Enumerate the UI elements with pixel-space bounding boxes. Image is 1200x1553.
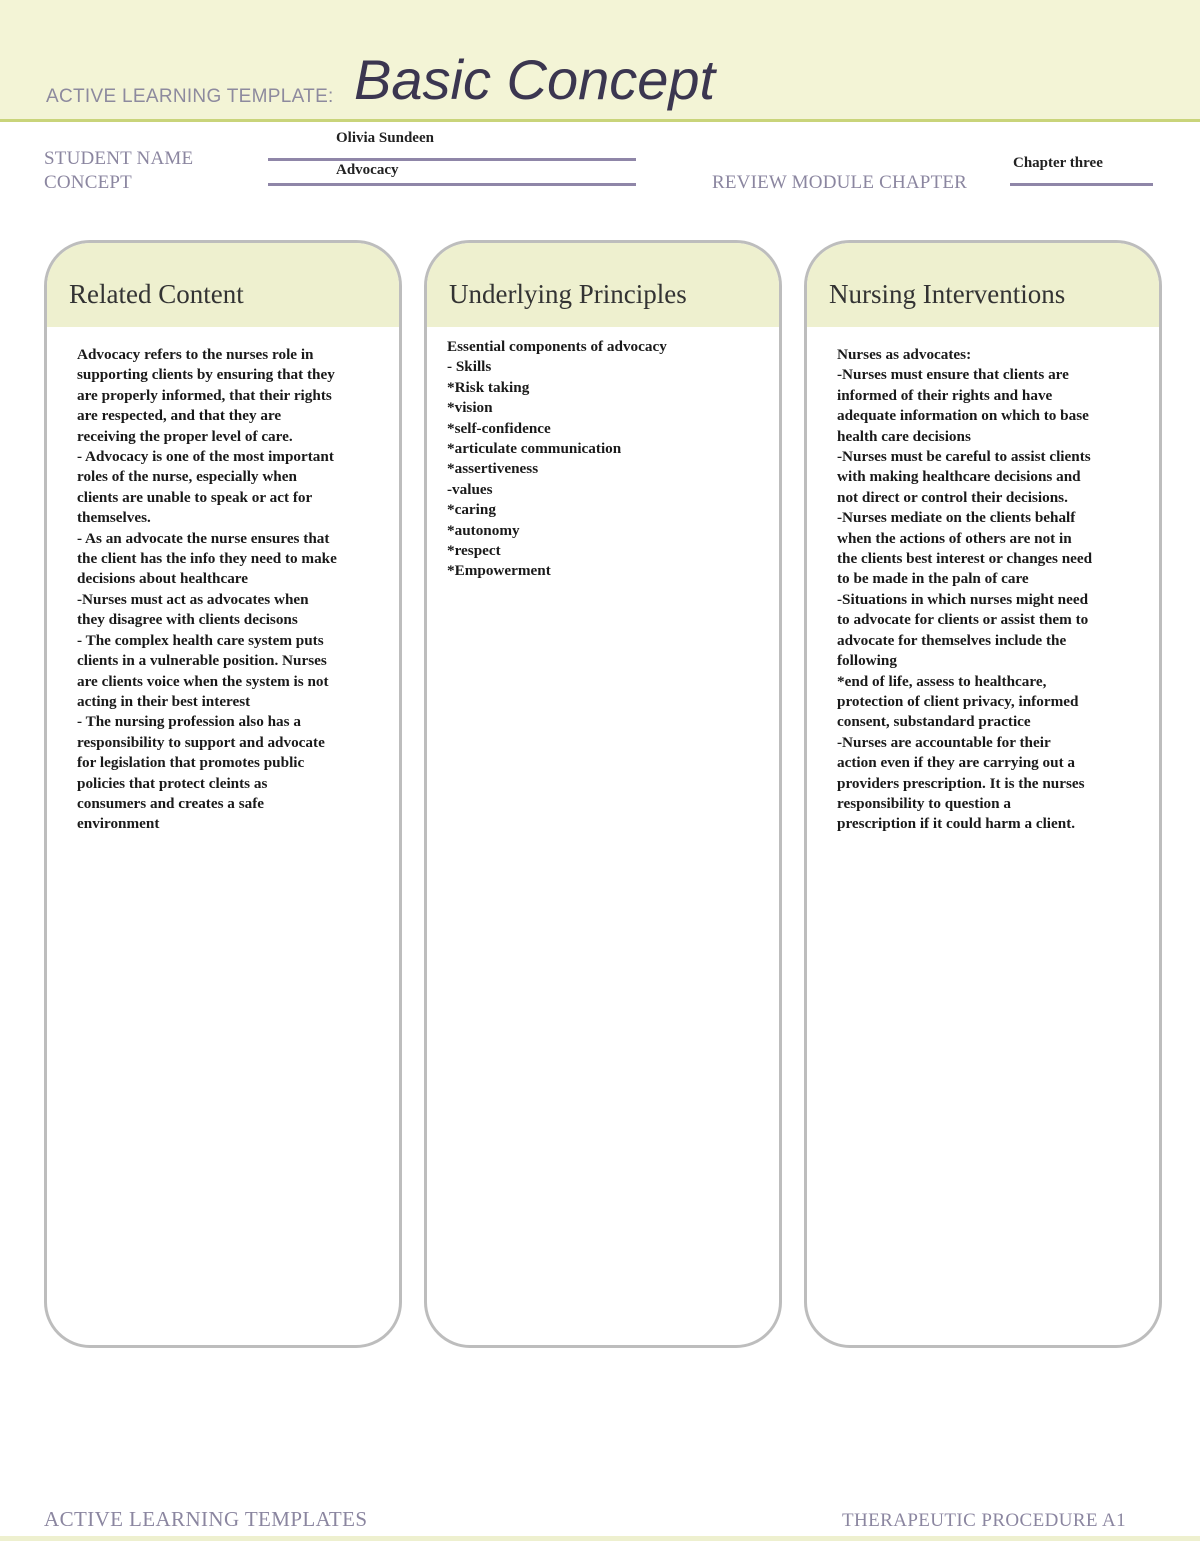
review-module-value: Chapter three bbox=[1013, 155, 1103, 171]
interventions-line: to be made in the paln of care bbox=[837, 570, 1029, 588]
header-band bbox=[0, 0, 1200, 122]
underlying-principles-title: Underlying Principles bbox=[427, 243, 779, 327]
concept-label: CONCEPT bbox=[44, 172, 132, 193]
principles-line: *Empowerment bbox=[447, 562, 551, 580]
related-content-card bbox=[44, 240, 402, 1348]
underlying-principles-body bbox=[427, 327, 779, 582]
principles-line: *respect bbox=[447, 542, 501, 560]
related-line: are clients voice when the system is not bbox=[77, 672, 329, 690]
nursing-interventions-body bbox=[807, 327, 1159, 835]
interventions-line: informed of their rights and have bbox=[837, 386, 1053, 404]
related-line: themselves. bbox=[77, 509, 151, 527]
related-line: acting in their best interest bbox=[77, 692, 251, 710]
template-prefix: ACTIVE LEARNING TEMPLATE: bbox=[46, 86, 334, 107]
interventions-line: -Nurses must ensure that clients are bbox=[837, 366, 1069, 384]
interventions-line: Nurses as advocates: bbox=[837, 346, 972, 363]
related-content-title: Related Content bbox=[47, 243, 399, 327]
interventions-line: when the actions of others are not in bbox=[837, 529, 1072, 547]
interventions-line: responsibility to question a bbox=[837, 794, 1011, 812]
interventions-line: health care decisions bbox=[837, 427, 971, 445]
template-title: Basic Concept bbox=[354, 48, 716, 111]
related-line: - Advocacy is one of the most important bbox=[77, 448, 334, 466]
interventions-line: consent, substandard practice bbox=[837, 713, 1031, 731]
interventions-line: -Nurses mediate on the clients behalf bbox=[837, 509, 1076, 527]
nursing-interventions-title: Nursing Interventions bbox=[807, 243, 1159, 327]
interventions-line: following bbox=[837, 652, 897, 670]
related-line: are properly informed, that their rights bbox=[77, 386, 332, 404]
related-line: clients are unable to speak or act for bbox=[77, 488, 313, 506]
footer-right-label: THERAPEUTIC PROCEDURE A1 bbox=[842, 1510, 1127, 1531]
student-name-label: STUDENT NAME bbox=[44, 148, 194, 169]
related-line: they disagree with clients decisons bbox=[77, 611, 298, 629]
related-line: supporting clients by ensuring that they bbox=[77, 366, 335, 384]
interventions-line: protection of client privacy, informed bbox=[837, 692, 1079, 710]
related-line: environment bbox=[77, 815, 160, 833]
principles-line: *self-confidence bbox=[447, 419, 551, 437]
review-module-label: REVIEW MODULE CHAPTER bbox=[712, 172, 968, 193]
review-module-field[interactable] bbox=[1010, 183, 1153, 186]
principles-line: *vision bbox=[447, 399, 493, 417]
interventions-line: -Situations in which nurses might need bbox=[837, 590, 1089, 608]
related-line: are respected, and that they are bbox=[77, 407, 282, 425]
interventions-line: to advocate for clients or assist them to bbox=[837, 611, 1089, 629]
principles-line: *assertiveness bbox=[447, 460, 539, 478]
related-line: clients in a vulnerable position. Nurses bbox=[77, 652, 327, 670]
interventions-line: the clients best interest or changes need bbox=[837, 550, 1093, 568]
interventions-line: -Nurses are accountable for their bbox=[837, 733, 1051, 751]
interventions-line: with making healthcare decisions and bbox=[837, 468, 1081, 486]
nursing-interventions-card bbox=[804, 240, 1162, 1348]
related-line: policies that protect cleints as bbox=[77, 774, 268, 792]
principles-line: - Skills bbox=[447, 358, 492, 376]
interventions-line: prescription if it could harm a client. bbox=[837, 815, 1076, 833]
related-line: responsibility to support and advocate bbox=[77, 733, 325, 751]
related-line: roles of the nurse, especially when bbox=[77, 468, 297, 486]
student-name-field[interactable] bbox=[268, 158, 636, 161]
related-line: - The complex health care system puts bbox=[77, 631, 324, 649]
related-line: - The nursing profession also has a bbox=[77, 713, 301, 731]
principles-line: Essential components of advocacy bbox=[447, 338, 667, 355]
related-line: - As an advocate the nurse ensures that bbox=[77, 529, 330, 547]
principles-line: *articulate communication bbox=[447, 440, 622, 458]
interventions-line: *end of life, assess to healthcare, bbox=[837, 672, 1047, 690]
principles-line: *autonomy bbox=[447, 521, 520, 539]
related-line: -Nurses must act as advocates when bbox=[77, 590, 309, 608]
principles-line: -values bbox=[447, 480, 493, 498]
concept-value: Advocacy bbox=[336, 162, 399, 178]
related-line: the client has the info they need to make bbox=[77, 550, 337, 568]
student-name-value: Olivia Sundeen bbox=[336, 130, 434, 146]
interventions-line: action even if they are carrying out a bbox=[837, 754, 1076, 772]
underlying-principles-card bbox=[424, 240, 782, 1348]
concept-field[interactable] bbox=[268, 183, 636, 186]
related-line: receiving the proper level of care. bbox=[77, 427, 293, 445]
interventions-line: -Nurses must be careful to assist clients bbox=[837, 448, 1091, 466]
related-line: decisions about healthcare bbox=[77, 570, 249, 588]
related-line: Advocacy refers to the nurses role in bbox=[77, 346, 314, 363]
interventions-line: not direct or control their decisions. bbox=[837, 488, 1068, 506]
principles-line: *Risk taking bbox=[447, 378, 530, 396]
interventions-line: advocate for themselves include the bbox=[837, 631, 1067, 649]
interventions-line: adequate information on which to base bbox=[837, 407, 1089, 425]
principles-line: *caring bbox=[447, 501, 496, 519]
related-content-body bbox=[47, 327, 399, 835]
interventions-line: providers prescription. It is the nurses bbox=[837, 774, 1085, 792]
footer-left-label: ACTIVE LEARNING TEMPLATES bbox=[44, 1507, 368, 1531]
footer-band bbox=[0, 1536, 1200, 1541]
related-line: for legislation that promotes public bbox=[77, 754, 305, 772]
related-line: consumers and creates a safe bbox=[77, 794, 265, 812]
